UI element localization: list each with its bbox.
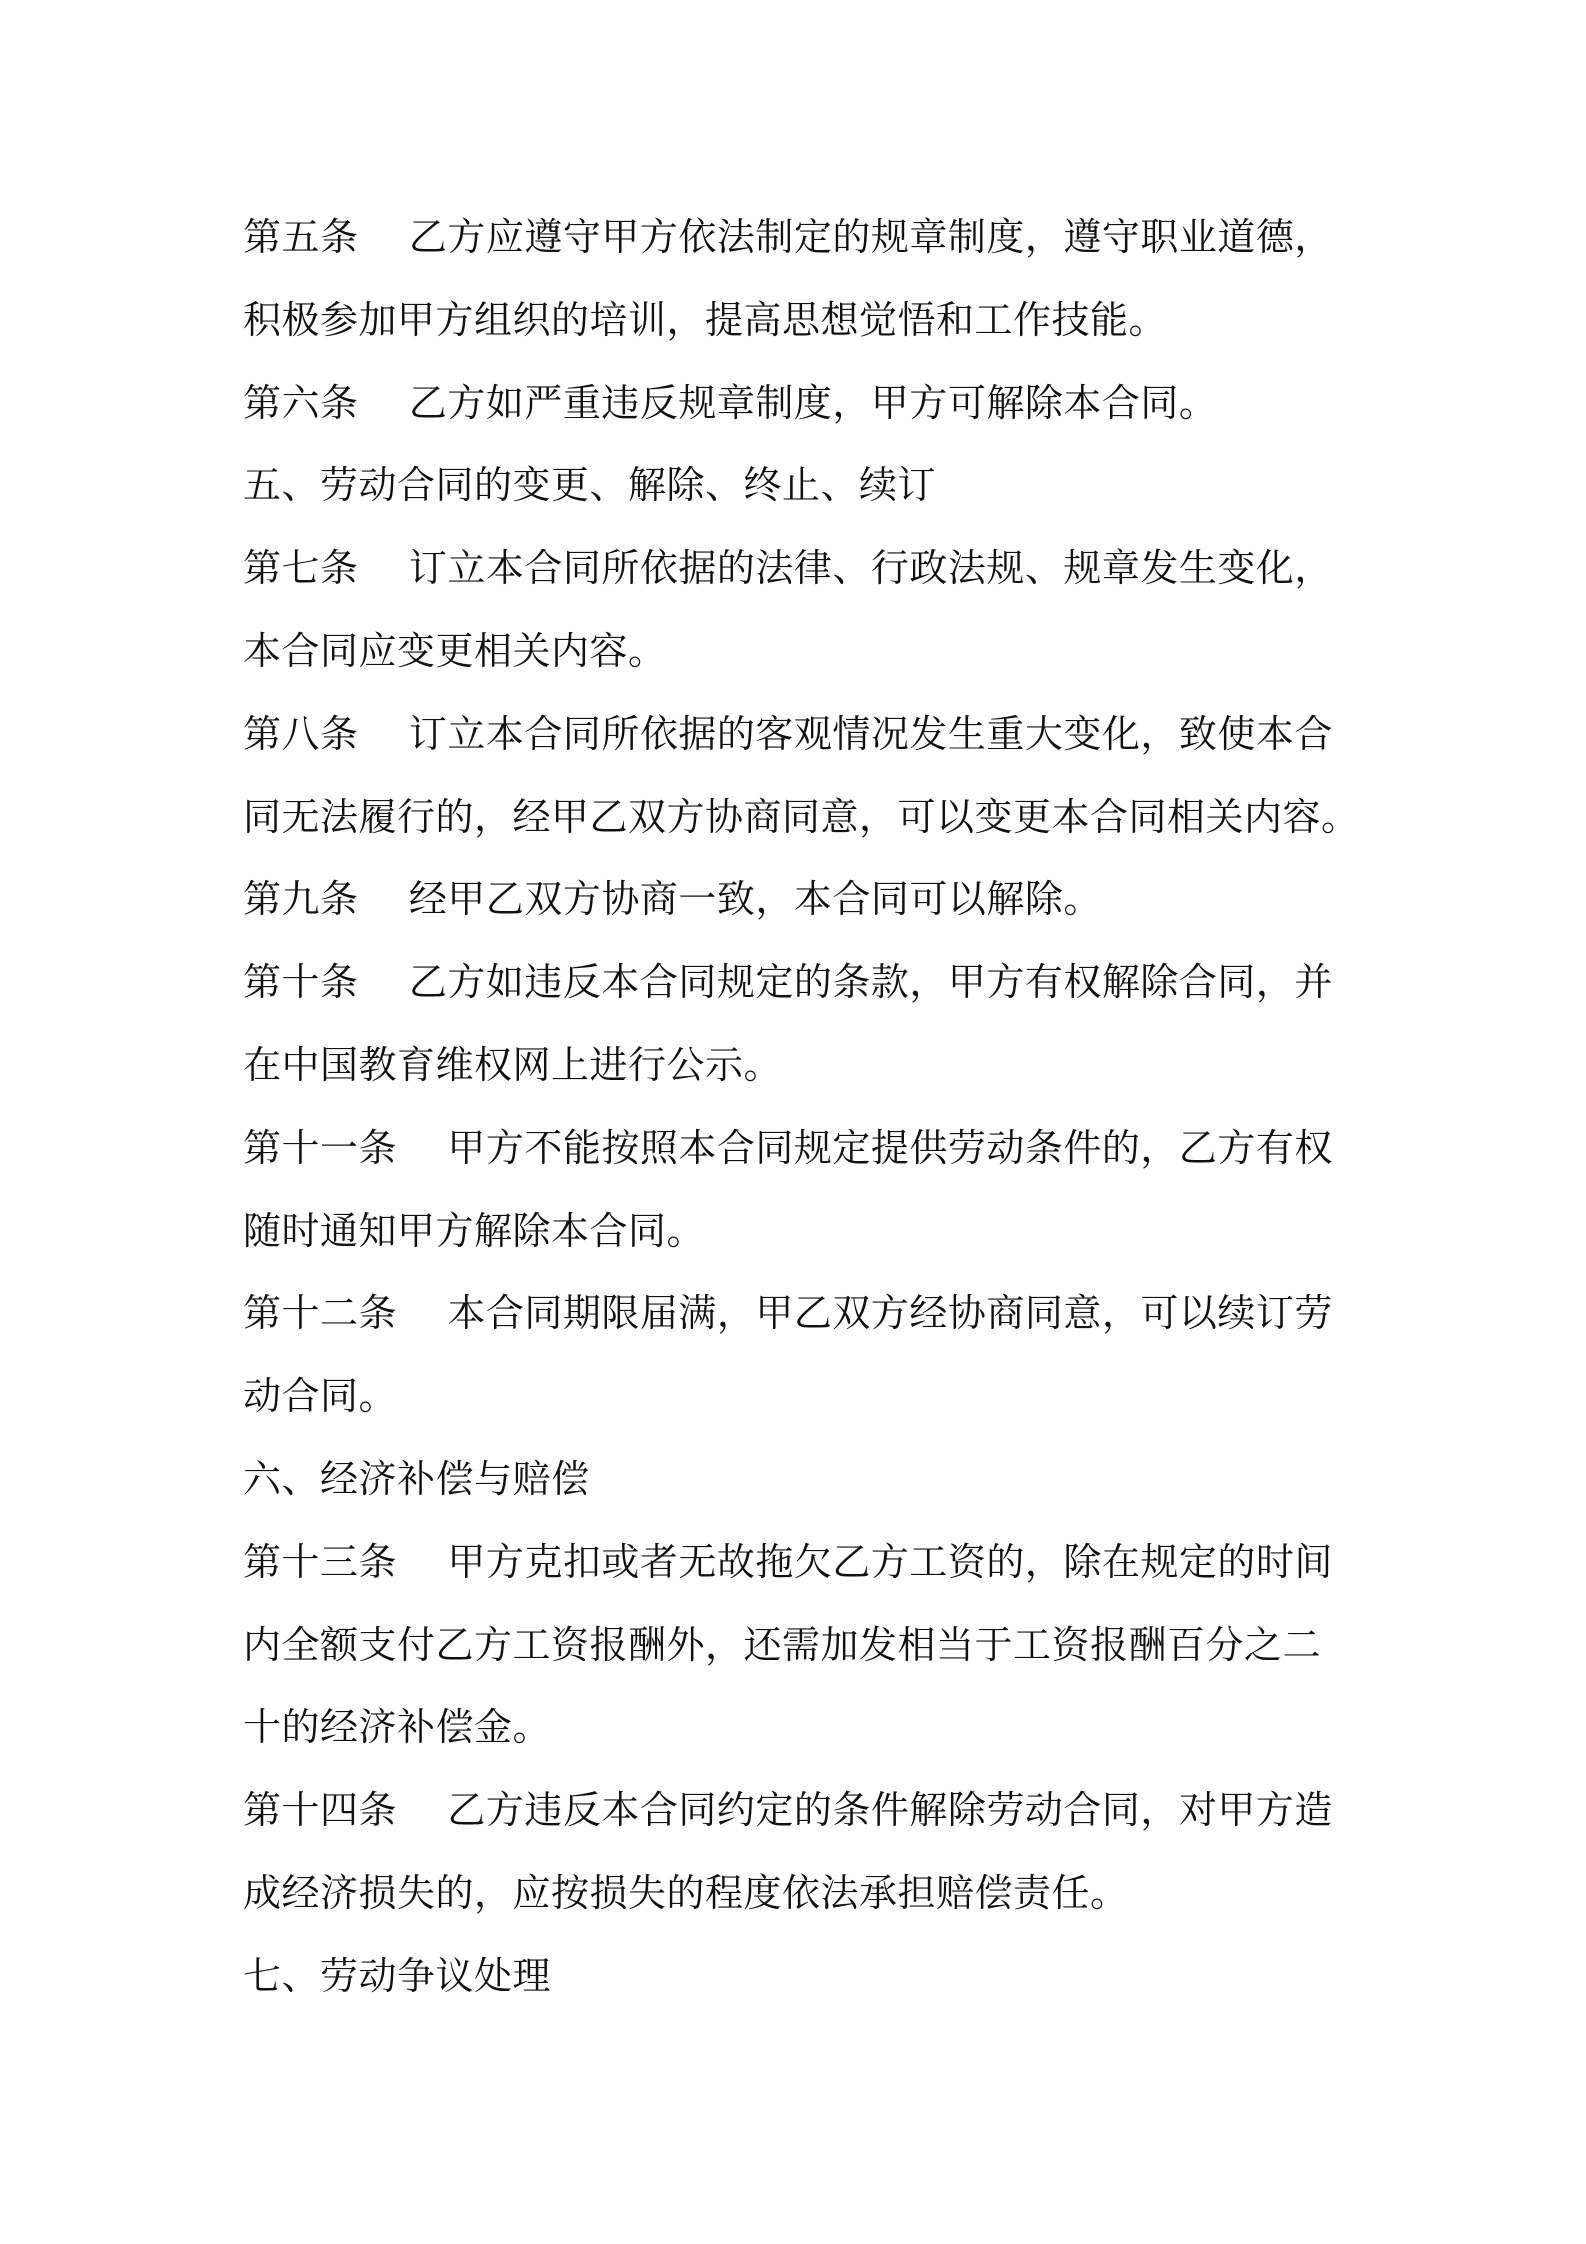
- article-14-line-2: 成经济损失的，应按损失的程度依法承担赔偿责任。: [243, 1870, 1129, 1915]
- article-7-line-2: 本合同应变更相关内容。: [243, 628, 667, 673]
- article-8-line-2: 同无法履行的，经甲乙双方协商同意，可以变更本合同相关内容。: [243, 794, 1360, 839]
- section-7-heading: 七、劳动争议处理: [243, 1953, 552, 1998]
- section-6-heading: 六、经济补偿与赔偿: [243, 1456, 590, 1501]
- section-5-heading: 五、劳动合同的变更、解除、终止、续订: [243, 463, 937, 508]
- article-7-line-1: 第七条 订立本合同所依据的法律、行政法规、规章发生变化，: [243, 546, 1333, 591]
- article-10-line-2: 在中国教育维权网上进行公示。: [243, 1042, 783, 1087]
- article-13-line-2: 内全额支付乙方工资报酬外，还需加发相当于工资报酬百分之二: [243, 1622, 1322, 1667]
- article-11-line-1: 第十一条 甲方不能按照本合同规定提供劳动条件的，乙方有权: [243, 1125, 1333, 1170]
- article-6-line-1: 第六条 乙方如严重违反规章制度，甲方可解除本合同。: [243, 380, 1218, 425]
- article-10-line-1: 第十条 乙方如违反本合同规定的条款，甲方有权解除合同，并: [243, 960, 1333, 1005]
- article-12-line-1: 第十二条 本合同期限届满，甲乙双方经协商同意，可以续订劳: [243, 1291, 1333, 1336]
- article-13-line-1: 第十三条 甲方克扣或者无故拖欠乙方工资的，除在规定的时间: [243, 1539, 1333, 1584]
- article-11-line-2: 随时通知甲方解除本合同。: [243, 1208, 706, 1253]
- article-9-line-1: 第九条 经甲乙双方协商一致，本合同可以解除。: [243, 877, 1102, 922]
- article-12-line-2: 动合同。: [243, 1374, 398, 1419]
- article-5-line-2: 积极参加甲方组织的培训，提高思想觉悟和工作技能。: [243, 297, 1168, 342]
- article-14-line-1: 第十四条 乙方违反本合同约定的条件解除劳动合同，对甲方造: [243, 1788, 1333, 1833]
- document-page: [243, 196, 1361, 2018]
- article-8-line-1: 第八条 订立本合同所依据的客观情况发生重大变化，致使本合: [243, 711, 1333, 756]
- article-13-line-3: 十的经济补偿金。: [243, 1705, 552, 1750]
- article-5-line-1: 第五条 乙方应遵守甲方依法制定的规章制度，遵守职业道德，: [243, 215, 1333, 259]
